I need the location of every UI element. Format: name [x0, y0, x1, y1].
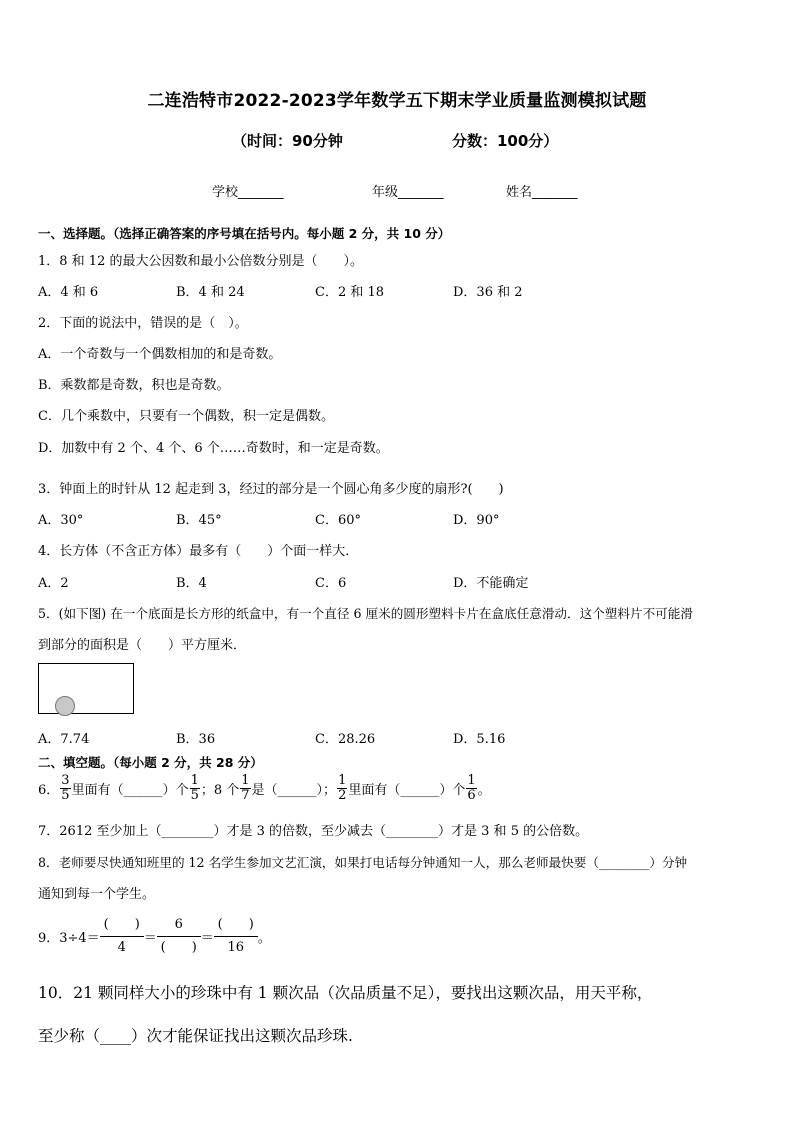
q6-text-5: 。	[477, 783, 491, 798]
fraction-denominator: 4	[100, 936, 144, 959]
question-10-line-1: 10．21 颗同样大小的珍珠中有 1 颗次品（次品质量不足），要找出这颗次品，用天平称，	[38, 984, 653, 1002]
q6-fraction-1	[60, 774, 70, 803]
question-1: 1．8 和 12 的最大公因数和最小公倍数分别是（ ）。	[38, 254, 363, 269]
q6-fraction-3	[240, 774, 250, 803]
q4-option-b[interactable]: B．4	[176, 576, 207, 591]
q9-end: 。	[257, 931, 271, 946]
q3-option-d[interactable]: D．90°	[453, 513, 500, 528]
question-2: 2．下面的说法中，错误的是（ ）。	[38, 316, 248, 331]
question-9	[38, 914, 271, 959]
section-heading-choice: 一、选择题。（选择正确答案的序号填在括号内。每小题 2 分，共 10 分）	[38, 226, 451, 241]
q9-equals-2: ＝	[200, 931, 214, 946]
q6-text-3[interactable]: 是（______）；	[251, 783, 337, 798]
question-3: 3．钟面上的时针从 12 起走到 3，经过的部分是一个圆心角多少度的扇形?( )	[38, 482, 504, 497]
fraction-numerator[interactable]: ( )	[217, 917, 254, 932]
fraction-numerator: 1	[338, 773, 347, 788]
q6-number: 6．	[38, 783, 60, 798]
fraction-numerator: 3	[61, 773, 70, 788]
fraction-denominator: 2	[338, 788, 347, 803]
q4-option-d[interactable]: D．不能确定	[453, 576, 529, 591]
fraction-numerator: 6	[174, 917, 183, 932]
q6-text-2: ；8 个	[200, 783, 240, 798]
q1-option-a[interactable]: A．4 和 6	[38, 285, 99, 300]
question-5-line-2: 到部分的面积是（ ）平方厘米．	[38, 638, 247, 653]
q2-option-d[interactable]: D．加数中有 2 个、4 个、6 个……奇数时，和一定是奇数。	[38, 441, 389, 456]
fraction-numerator: 1	[467, 773, 476, 788]
q5-option-d[interactable]: D．5.16	[453, 732, 506, 747]
question-4: 4．长方体（不含正方体）最多有（ ）个面一样大．	[38, 544, 359, 559]
fraction-numerator[interactable]: ( )	[103, 917, 140, 932]
q9-fraction-a[interactable]	[100, 914, 144, 959]
fraction-denominator: 7	[241, 788, 250, 803]
question-5-line-1: 5．(如下图) 在一个底面是长方形的纸盒中，有一个直径 6 厘米的圆形塑料卡片在盒底任意滑动．这个塑料片不可能滑	[38, 606, 693, 621]
q9-fraction-c[interactable]	[214, 914, 258, 959]
fraction-denominator: 16	[214, 936, 258, 959]
q2-option-b[interactable]: B．乘数都是奇数，积也是奇数。	[38, 378, 230, 393]
q6-text-4[interactable]: 里面有（______）个	[348, 783, 466, 798]
q6-fraction-4	[337, 774, 347, 803]
section-heading-fill: 二、填空题。（每小题 2 分，共 28 分）	[38, 755, 263, 770]
page-title: 二连浩特市2022-2023学年数学五下期末学业质量监测模拟试题	[147, 91, 647, 111]
q6-text-1[interactable]: 里面有（______）个	[71, 783, 189, 798]
q1-option-c[interactable]: C．2 和 18	[315, 285, 385, 300]
fraction-numerator: 1	[190, 773, 199, 788]
q1-option-b[interactable]: B．4 和 24	[176, 285, 245, 300]
q9-prefix: 9．3÷4＝	[38, 931, 100, 946]
exam-score: 分数：100分）	[452, 132, 559, 150]
q1-option-d[interactable]: D．36 和 2	[453, 285, 523, 300]
q4-option-a[interactable]: A．2	[38, 576, 69, 591]
q9-equals-1: ＝	[143, 931, 157, 946]
fraction-denominator: 5	[190, 788, 199, 803]
q4-option-c[interactable]: C．6	[315, 576, 347, 591]
q9-fraction-b[interactable]	[157, 914, 201, 959]
name-field[interactable]: 姓名_______	[506, 185, 578, 200]
question-6	[38, 774, 491, 803]
q6-fraction-5	[466, 774, 476, 803]
q6-fraction-2	[190, 774, 200, 803]
q3-option-c[interactable]: C．60°	[315, 513, 361, 528]
q3-option-a[interactable]: A．30°	[38, 513, 84, 528]
fraction-denominator: 6	[467, 788, 476, 803]
school-field[interactable]: 学校_______	[212, 185, 284, 200]
plastic-disc-figure	[55, 696, 75, 716]
question-7[interactable]: 7．2612 至少加上（________）才是 3 的倍数，至少减去（________）才是 3 和 5 的公倍数。	[38, 824, 589, 839]
question-8-line-1[interactable]: 8．老师要尽快通知班里的 12 名学生参加文艺汇演，如果打电话每分钟通知一人，那么老师最快要（________）分钟	[38, 855, 688, 870]
question-10-line-2[interactable]: 至少称（____）次才能保证找出这颗次品珍珠.	[38, 1027, 353, 1045]
fraction-denominator[interactable]: ( )	[157, 936, 201, 959]
q5-option-b[interactable]: B．36	[176, 732, 216, 747]
fraction-denominator: 5	[61, 788, 70, 803]
grade-field[interactable]: 年级_______	[372, 185, 444, 200]
q2-option-a[interactable]: A．一个奇数与一个偶数相加的和是奇数。	[38, 347, 282, 362]
q3-option-b[interactable]: B．45°	[176, 513, 222, 528]
paper-box-figure	[38, 663, 134, 714]
q5-option-a[interactable]: A．7.74	[38, 732, 90, 747]
q2-option-c[interactable]: C．几个乘数中，只要有一个偶数，积一定是偶数。	[38, 409, 334, 424]
q5-option-c[interactable]: C．28.26	[315, 732, 376, 747]
fraction-numerator: 1	[241, 773, 250, 788]
question-8-line-2: 通知到每一个学生。	[38, 887, 156, 902]
exam-time: （时间：90分钟	[232, 132, 343, 150]
